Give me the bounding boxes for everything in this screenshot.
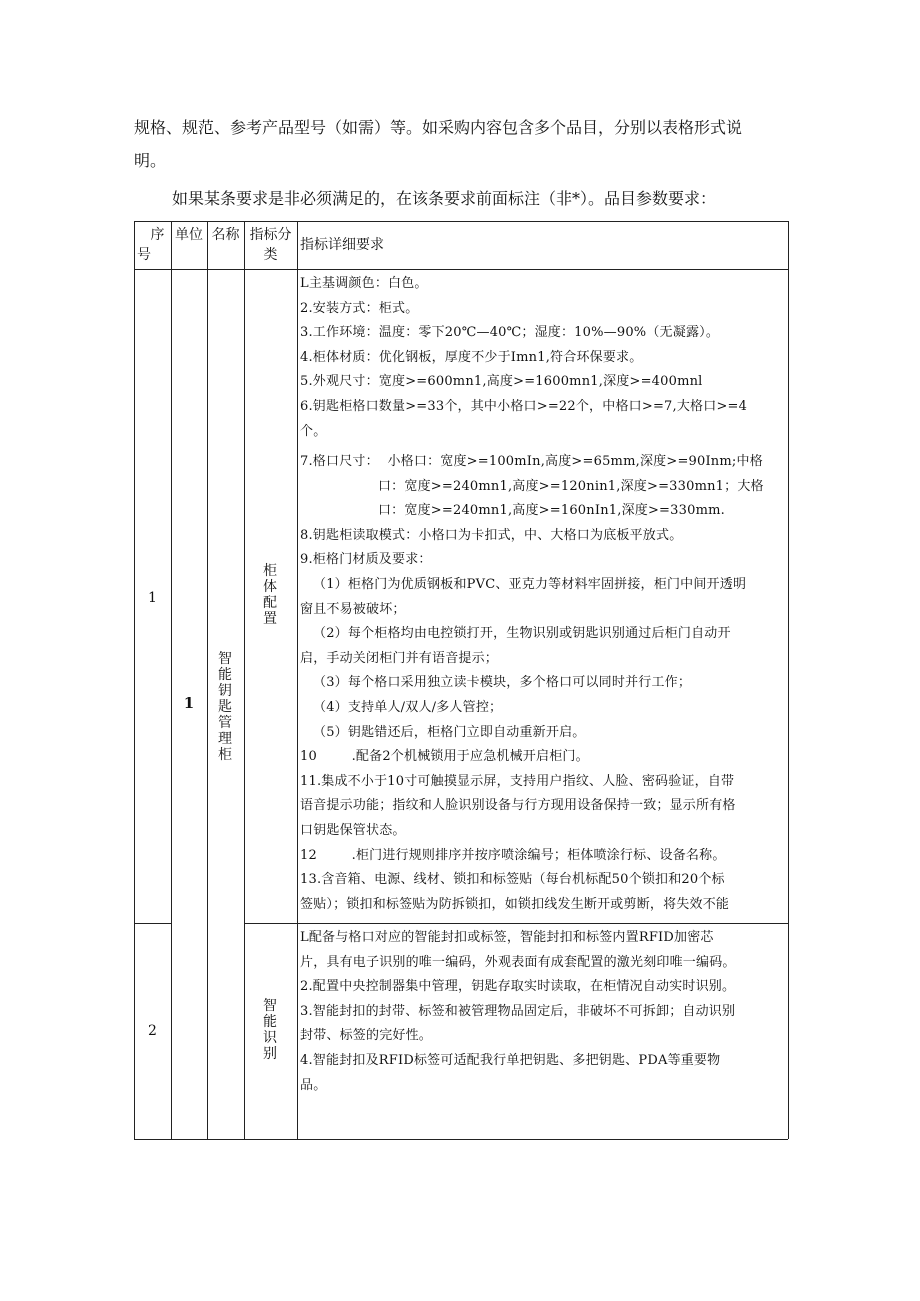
spec-line: （1）柜格门为优质钢板和PVC、亚克力等材料牢固拼接，柜门中间开透明 [300, 577, 747, 592]
spec-line: 11.集成不小于10寸可触摸显示屏，支持用户指纹、人脸、密码验证，自带 [300, 773, 735, 789]
spec-line: 4.智能封扣及RFID标签可适配我行单把钥匙、多把钥匙、PDA等重要物 [300, 1053, 721, 1068]
col-divider-3 [244, 221, 245, 1139]
header-name: 名称 [211, 227, 240, 243]
row-2-seq: 2 [148, 1023, 157, 1039]
spec-line: 启，手动关闭柜门并有语音提示； [300, 650, 499, 666]
spec-line: 6.钥匙柜格口数量>=33个，其中小格口>=22个，中格口>=7,大格口>=4 [300, 399, 748, 414]
spec-line: 7.格口尺寸： 小格口：宽度>=100mIn,高度>=65mm,深度>=90Inm;中格 [300, 454, 763, 469]
spec-line: 2.安装方式：柜式。 [300, 300, 419, 316]
spec-line: 2.配置中央控制器集中管理，钥匙存取实时读取，在柜情况自动实时识别。 [300, 979, 736, 995]
spec-line: 9.柜格门材质及要求： [300, 552, 432, 568]
col-divider-2 [207, 221, 208, 1139]
spec-line: L主基调颜色：白色。 [300, 276, 428, 291]
row-divider-seq [134, 923, 171, 924]
row-divider-detail [244, 923, 788, 924]
spec-line: （2）每个柜格均由电控锁打开，生物识别或钥匙识别通过后柜门自动开 [300, 626, 731, 642]
spec-line: 窗且不易被破坏； [300, 601, 406, 617]
spec-line: 口：宽度>=240mn1,高度>=160nIn1,深度>=330mm. [300, 503, 725, 519]
spec-line: 片，具有电子识别的唯一编码，外观表面有成套配置的激光刻印唯一编码。 [300, 954, 736, 970]
header-unit: 单位 [175, 227, 203, 243]
header-detail: 指标详细要求 [300, 237, 384, 253]
spec-line: 封带、标签的完好性。 [300, 1028, 433, 1044]
spec-line: 3.工作环境：温度：零下20℃—40℃；湿度：10%—90%（无凝露）。 [300, 325, 720, 341]
col-divider-4 [297, 221, 298, 1139]
intro-line-3: 如果某条要求是非必须满足的，在该条要求前面标注（非*）。品目参数要求： [172, 189, 717, 208]
spec-line: 4.柜体材质：优化钢板，厚度不少于Imn1,符合环保要求。 [300, 349, 643, 365]
row-1-seq: 1 [148, 590, 157, 606]
intro-line-2: 明。 [134, 151, 167, 170]
spec-line: 5.外观尺寸：宽度>=600mn1,高度>=1600mn1,深度>=400mnl [300, 374, 703, 390]
table-left-border [134, 221, 135, 1139]
header-seq: 序 号 [137, 227, 165, 263]
spec-line: 签贴）；锁扣和标签贴为防拆锁扣，如锁扣线发生断开或剪断，将失效不能 [300, 896, 730, 912]
spec-line: 口：宽度>=240mn1,高度>=120nin1,深度>=330mn1；大格 [300, 478, 764, 494]
spec-line: 8.钥匙柜读取模式：小格口为卡扣式，中、大格口为底板平放式。 [300, 527, 683, 543]
unit-value: 1 [183, 694, 195, 712]
header-category: 指标分 类 [249, 227, 292, 263]
table-top-border [134, 221, 788, 222]
spec-line: （5）钥匙错还后，柜格门立即自动重新开启。 [300, 724, 586, 740]
table-bottom-border [134, 1139, 788, 1140]
spec-line: 口钥匙保管状态。 [300, 823, 406, 838]
spec-line: 3.智能封扣的封带、标签和被管理物品固定后，非破坏不可拆卸；自动识别 [300, 1003, 736, 1019]
header-bottom-border [134, 269, 788, 270]
row-2-category: 智 能 识 别 [263, 998, 277, 1062]
spec-line: 13.含音箱、电源、线材、锁扣和标签贴（每台机标配50个锁扣和20个标 [300, 872, 725, 888]
spec-line: L配备与格口对应的智能封扣或标签，智能封扣和标签内置RFID加密芯 [300, 930, 714, 945]
col-divider-1 [171, 221, 172, 1139]
spec-line: （3）每个格口采用独立读卡模块，多个格口可以同时并行工作； [300, 675, 692, 691]
row-1-category: 柜 体 配 置 [263, 563, 277, 627]
spec-line: 品。 [300, 1077, 327, 1093]
intro-line-1: 规格、规范、参考产品型号（如需）等。如采购内容包含多个品目，分别以表格形式说 [134, 118, 743, 137]
spec-line: （4）支持单人/双人/多人管控； [300, 700, 503, 715]
table-right-border [788, 221, 789, 1139]
spec-line: 10 .配备2个机械锁用于应急机械开启柜门。 [300, 749, 589, 765]
spec-line: 12 .柜门进行规则排序并按序喷涂编号；柜体喷涂行标、设备名称。 [300, 847, 726, 863]
spec-line: 个。 [300, 423, 327, 439]
product-name-vertical: 智 能 钥 匙 管 理 柜 [218, 651, 232, 763]
spec-line: 语音提示功能；指纹和人脸识别设备与行方现用设备保持一致；显示所有格 [300, 798, 736, 814]
